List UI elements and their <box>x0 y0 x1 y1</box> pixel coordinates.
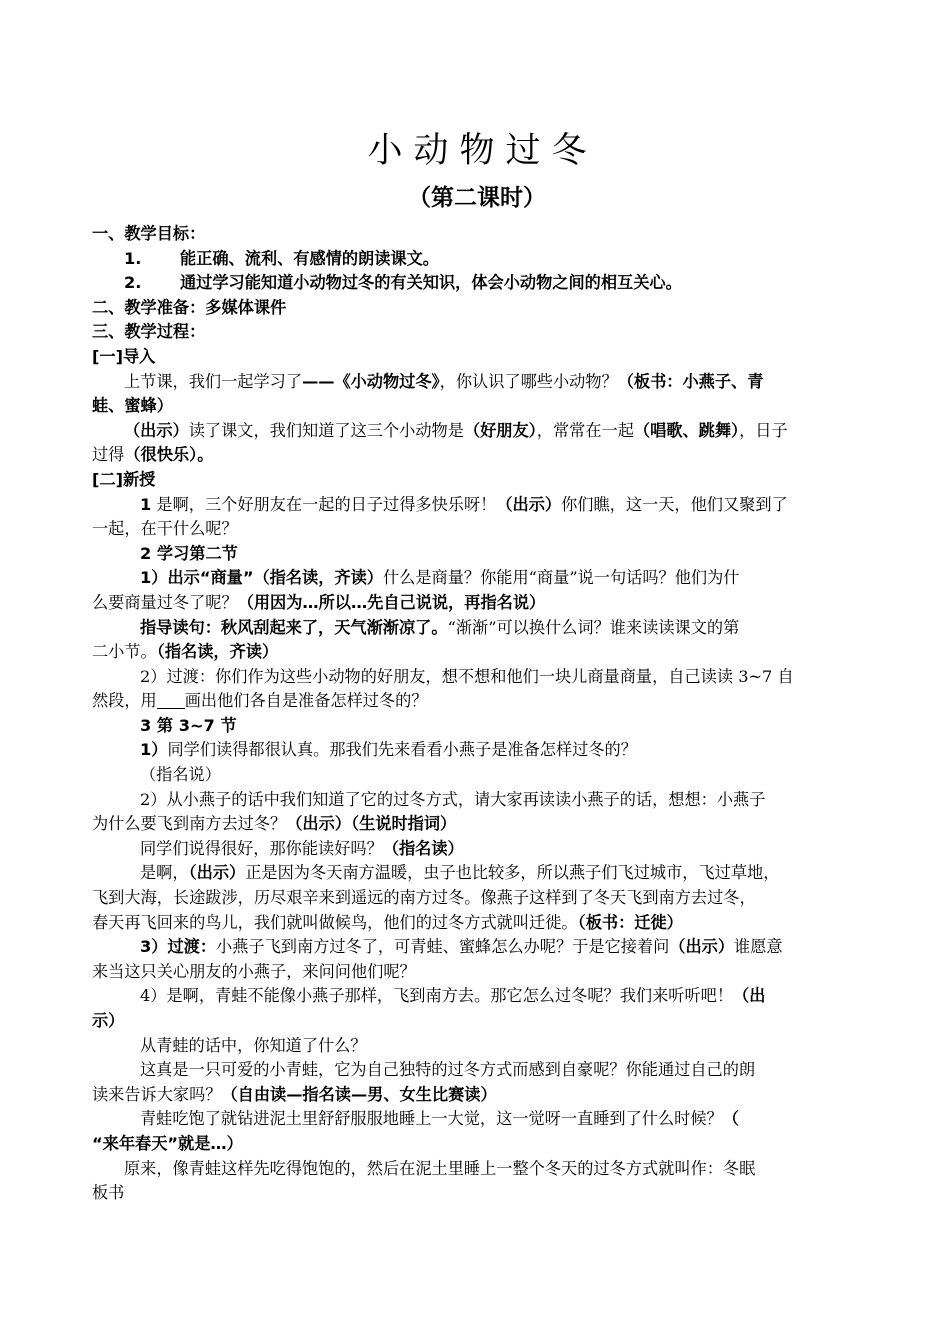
goal-item-1: 1. 能正确、流利、有感情的朗读课文。 <box>124 248 439 268</box>
lesson-plan-document <box>92 126 862 1206</box>
subsection-new-lesson: [二]新授 <box>92 469 156 489</box>
step-3-4e-cont: 板书 <box>92 1183 125 1203</box>
paragraph-intro-1-cont: 蛙、蜜蜂） <box>92 396 173 416</box>
step-3-2: 2）从小燕子的话中我们知道了它的过冬方式，请大家再读读小燕子的话，想想：小燕子 <box>140 789 766 809</box>
step-3-4c-cont: 读来告诉大家吗？（自由读—指名读—男、女生比赛读） <box>92 1084 497 1104</box>
section-heading-prep: 二、教学准备：多媒体课件 <box>92 297 287 317</box>
step-1-cont: 一起，在干什么呢？ <box>92 519 238 539</box>
step-3-1: 1）同学们读得都很认真。那我们先来看看小燕子是准备怎样过冬的？ <box>140 740 637 760</box>
step-3-4: 4）是啊，青蛙不能像小燕子那样，飞到南方去。那它怎么过冬呢？我们来听听吧！（出 <box>140 986 766 1006</box>
step-3-2-cont: 为什么要飞到南方去过冬？（出示）（生说时指词） <box>92 814 457 834</box>
step-3-heading: 3 第 3~7 节 <box>140 715 237 735</box>
step-3-1-note: （指名说） <box>140 765 221 785</box>
page-title: 小动物过冬 <box>367 131 598 171</box>
step-3-2c: 是啊，（出示）正是因为冬天南方温暖，虫子也比较多，所以燕子们飞过城市，飞过草地， <box>140 863 780 883</box>
step-2-heading: 2 学习第二节 <box>140 543 238 563</box>
paragraph-intro-2: （出示）读了课文，我们知道了这三个小动物是（好朋友），常常在一起（唱歌、跳舞），日子 <box>124 420 788 440</box>
paragraph-intro-2-cont: 过得（很快乐）。 <box>92 445 214 465</box>
goal-item-2: 2. 通过学习能知道小动物过冬的有关知识，体会小动物之间的相互关心。 <box>124 273 682 293</box>
step-2-2: 2）过渡：你们作为这些小动物的好朋友，想不想和他们一块儿商量商量，自己读读 3~7 自 <box>140 666 794 686</box>
step-3-3-cont: 来当这只关心朋友的小燕子，来问问他们呢？ <box>92 961 416 981</box>
section-heading-goals: 一、教学目标： <box>92 224 206 243</box>
step-3-2b: 同学们说得很好，那你能读好吗？（指名读） <box>140 838 464 858</box>
step-3-4c: 这真是一只可爱的小青蛙，它为自己独特的过冬方式而感到自豪呢？你能通过自己的朗 <box>140 1060 756 1080</box>
step-2-1-cont: 么要商量过冬了呢？（用因为…所以…先自己说说，再指名说） <box>92 592 546 612</box>
step-3-4d: 青蛙吃饱了就钻进泥土里舒舒服服地睡上一大觉，这一觉呀一直睡到了什么时候？（ <box>140 1109 739 1129</box>
step-3-4e: 原来，像青蛙这样先吃得饱饱的，然后在泥土里睡上一整个冬天的过冬方式就叫作：冬眠 <box>124 1158 756 1178</box>
step-2-2-cont: 然段，用 画出他们各自是准备怎样过冬的？ <box>92 691 428 711</box>
section-heading-process: 三、教学过程： <box>92 322 206 342</box>
step-3-2c-cont2: 春天再飞回来的鸟儿，我们就叫做候鸟，他们的过冬方式就叫迁徙。（板书：迁徙） <box>92 912 683 932</box>
step-3-4b: 从青蛙的话中，你知道了什么？ <box>140 1035 367 1055</box>
step-3-4d-cont: “来年春天”就是…） <box>92 1133 243 1153</box>
step-2-1: 1）出示“商量”（指名读，齐读）什么是商量？你能用“商量”说一句话吗？他们为什 <box>140 568 740 588</box>
reading-guide-cont: 二小节。（指名读，齐读） <box>92 642 279 662</box>
reading-guide: 指导读句：秋风刮起来了，天气渐渐凉了。“渐渐”可以换什么词？谁来读读课文的第 <box>140 617 740 637</box>
fill-blank-line <box>157 690 185 709</box>
page-subtitle: （第二课时） <box>408 185 546 211</box>
step-3-3: 3）过渡：小燕子飞到南方过冬了，可青蛙、蜜蜂怎么办呢？于是它接着问（出示）谁愿意 <box>140 937 783 957</box>
step-3-4-cont: 示） <box>92 1011 125 1030</box>
step-3-2c-cont1: 飞到大海，长途跋涉，历尽艰辛来到遥远的南方过冬。像燕子这样到了冬天飞到南方去过冬， <box>92 888 756 908</box>
step-1: 1 是啊，三个好朋友在一起的日子过得多快乐呀！（出示）你们瞧，这一天，他们又聚到了 <box>140 494 788 514</box>
subsection-intro: [一]导入 <box>92 346 156 366</box>
paragraph-intro-1: 上节课，我们一起学习了——《小动物过冬》，你认识了哪些小动物？（板书：小燕子、青 <box>124 371 764 391</box>
